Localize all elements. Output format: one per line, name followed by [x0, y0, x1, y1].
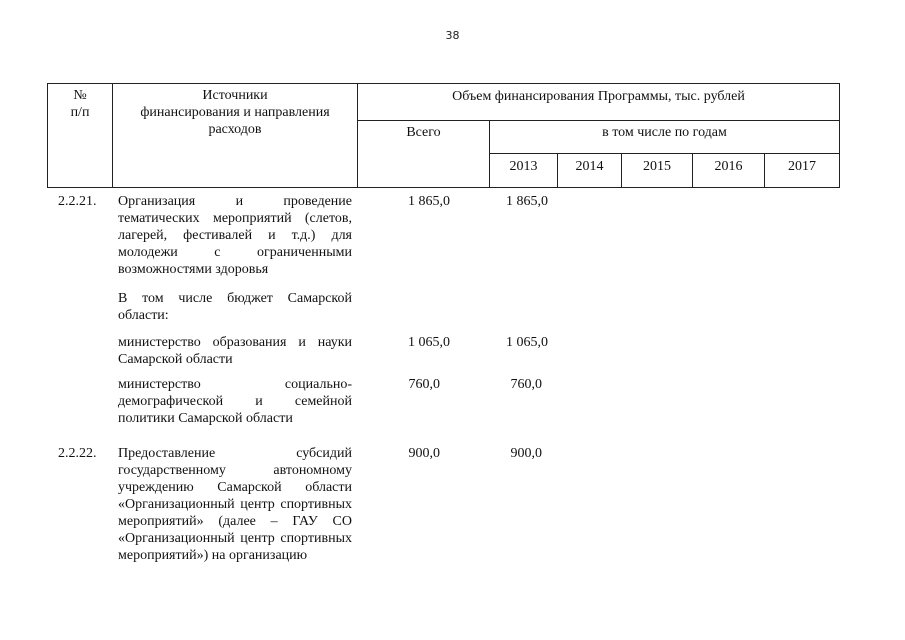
row-total: 760,0 — [408, 377, 440, 392]
row-description: В том числе бюджет Самарской области: — [118, 291, 352, 323]
header-total: Всего — [406, 125, 441, 140]
row-number: 2.2.22. — [58, 446, 97, 461]
row-description: Предоставление субсидий государственному автономному учреждению Самарской области «Организационный центр спортивных мероприятий» (далее – ГАУ СО «Организационный центр спортивных мероприятий») на организацию — [118, 446, 352, 563]
header-by-years: в том числе по годам — [602, 125, 727, 140]
header-bottom-border — [47, 187, 840, 188]
row-total: 900,0 — [408, 446, 440, 461]
header-year-2013: 2013 — [509, 159, 538, 174]
row-total: 1 065,0 — [408, 335, 450, 350]
row-total: 1 865,0 — [408, 194, 450, 209]
row-description: Организация и проведение тематических мероприятий (слетов, лагерей, фестивалей и т.д.) для молодежи с ограниченными возможностями здоровья — [118, 194, 352, 277]
row-number: 2.2.21. — [58, 194, 97, 209]
header-number: № п/п — [70, 88, 90, 120]
header-funding: Объем финансирования Программы, тыс. рублей — [452, 89, 745, 104]
row-2013: 900,0 — [510, 446, 542, 461]
header-year-2017: 2017 — [788, 159, 816, 174]
page-number: 38 — [445, 29, 460, 42]
header-year-2016: 2016 — [714, 159, 743, 174]
row-2013: 760,0 — [510, 377, 542, 392]
row-description: министерство образования и науки Самарской области — [118, 335, 352, 367]
header-right-border — [839, 83, 840, 188]
header-year-2014: 2014 — [575, 159, 604, 174]
header-source: Источники финансирования и направления расходов — [140, 88, 330, 137]
header-year-2015: 2015 — [643, 159, 671, 174]
row-description: министерство социально-демографической и семейной политики Самарской области — [118, 377, 352, 426]
row-2013: 1 065,0 — [506, 335, 548, 350]
header-funding-underline — [357, 120, 840, 121]
header-top-border — [47, 83, 840, 84]
header-years-underline — [489, 153, 840, 154]
row-2013: 1 865,0 — [506, 194, 548, 209]
